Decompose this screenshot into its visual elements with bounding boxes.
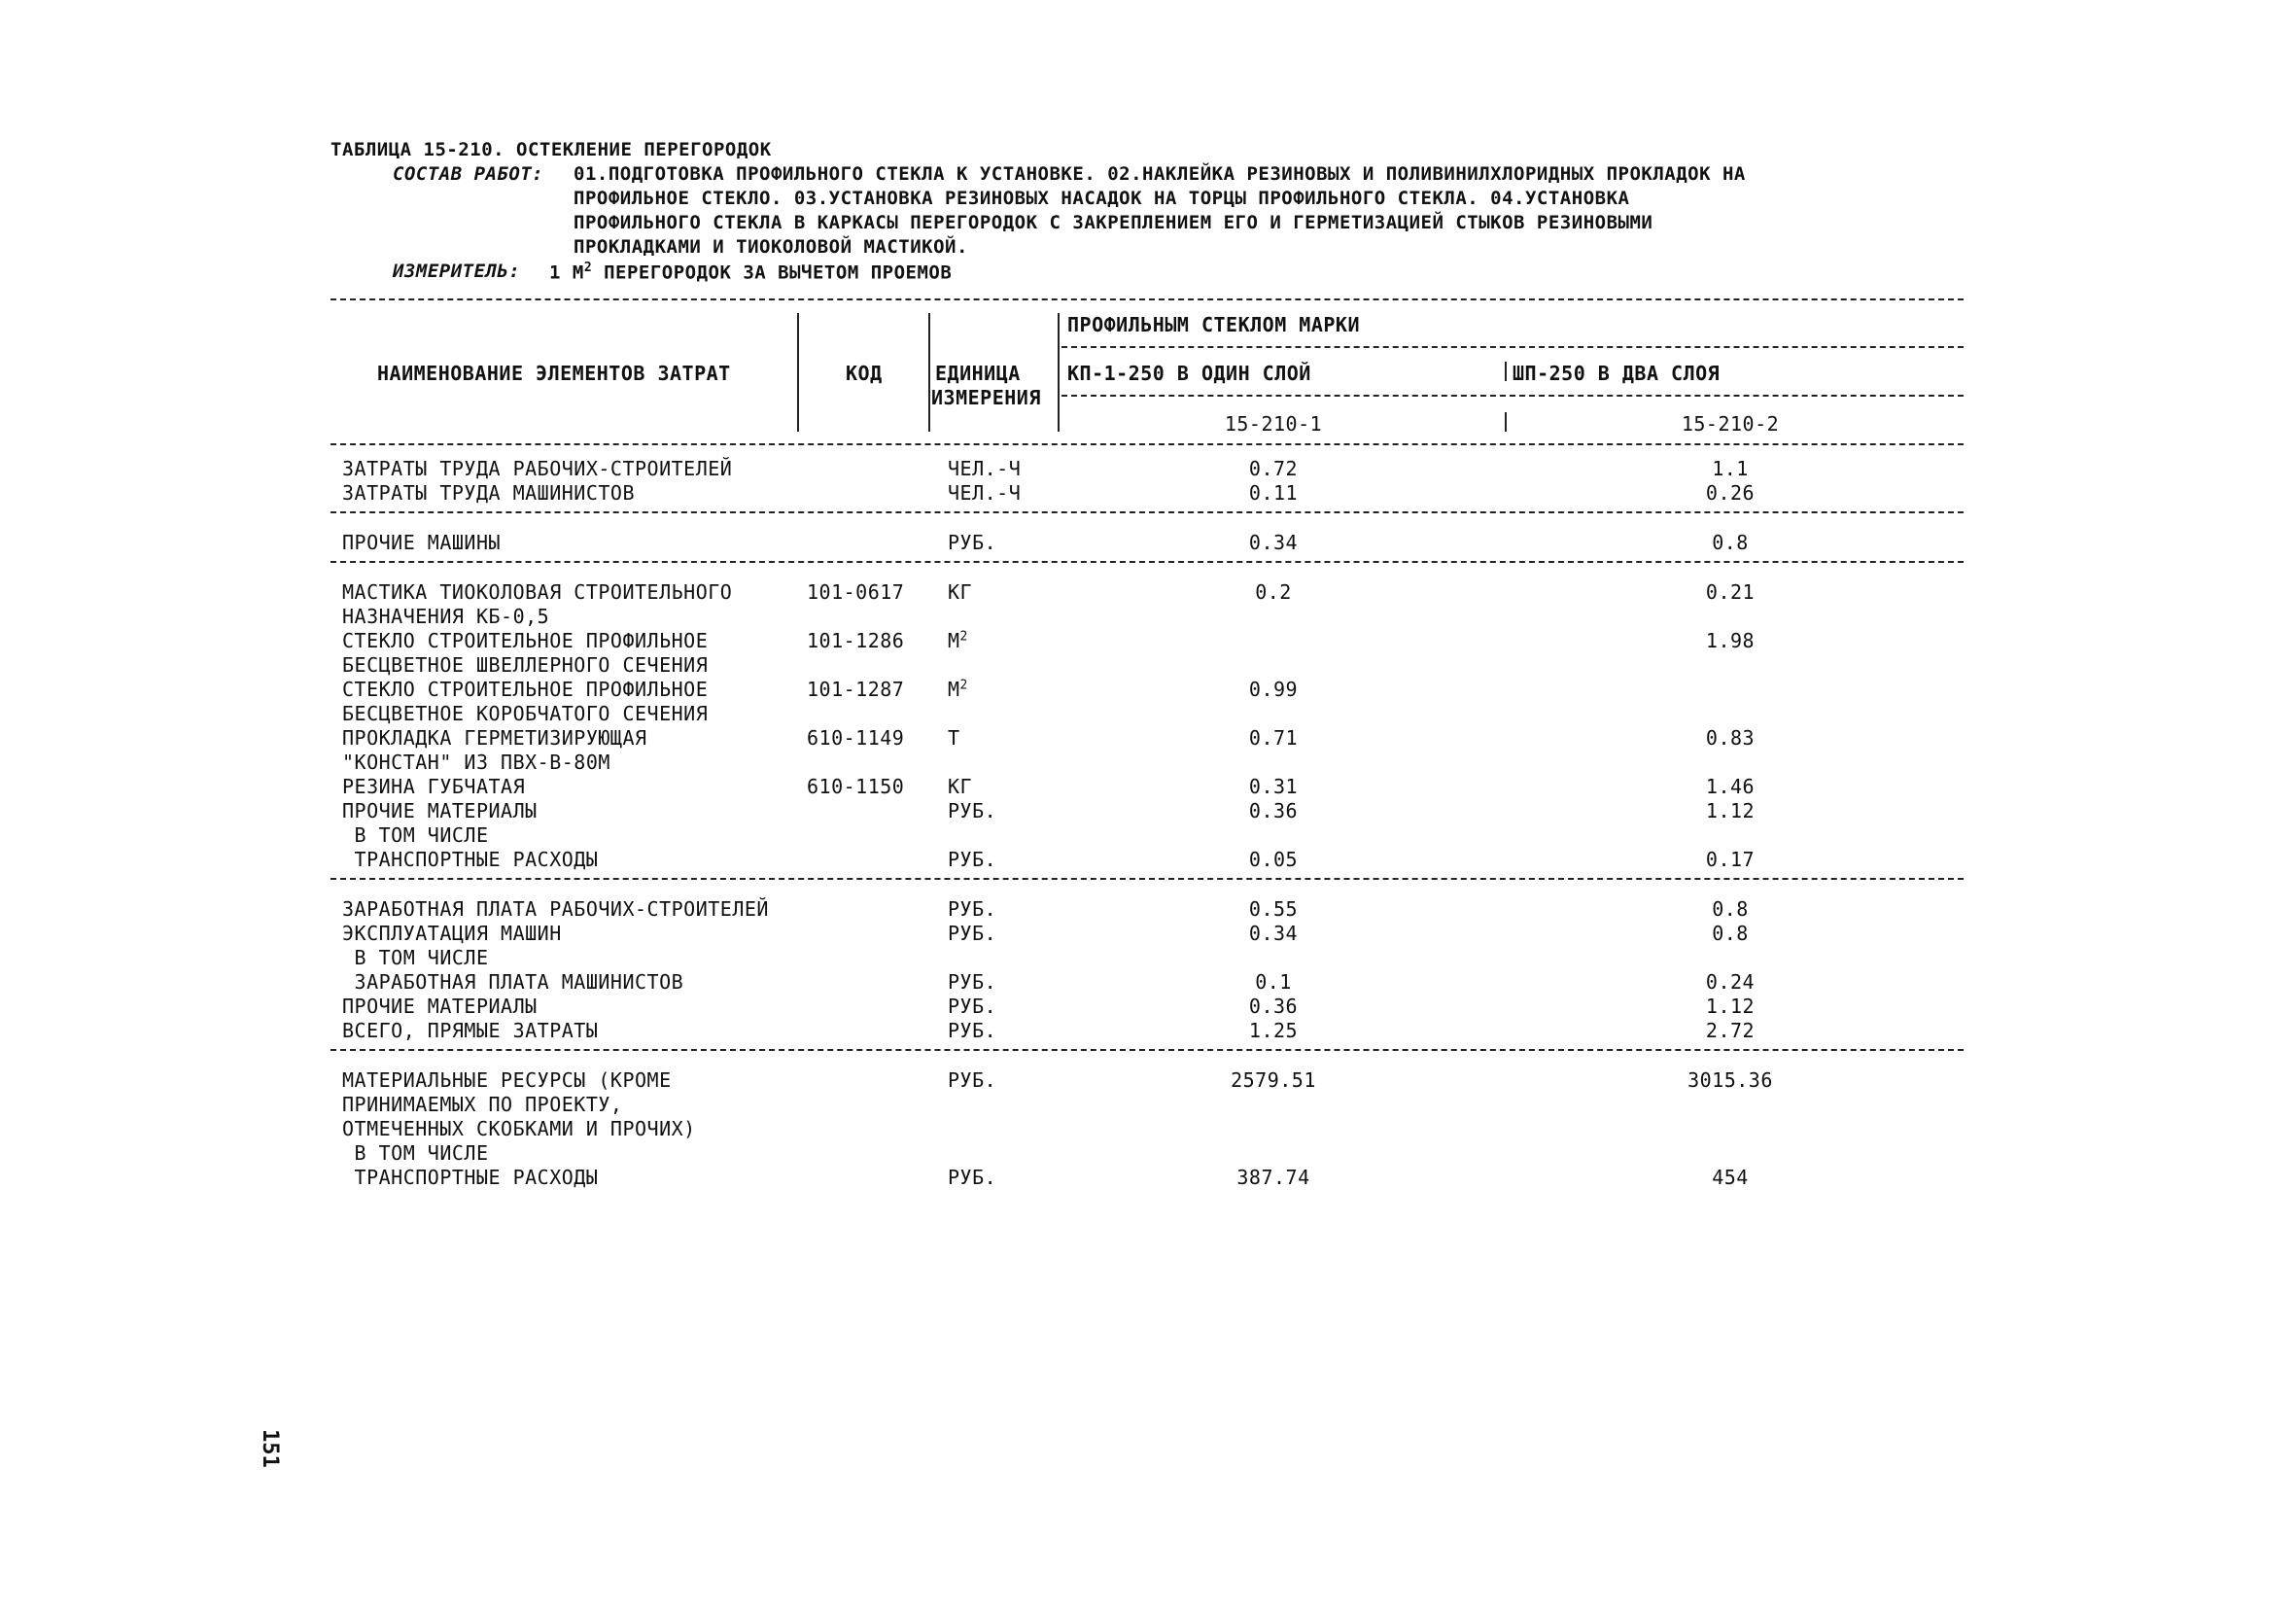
row-name: В ТОМ ЧИСЛЕ (342, 946, 489, 969)
section-rule (330, 1049, 1964, 1051)
row-unit (948, 629, 968, 652)
row-unit: РУБ. (948, 995, 997, 1018)
row-unit: РУБ. (948, 799, 997, 822)
row-name: ПРОКЛАДКА ГЕРМЕТИЗИРУЮЩАЯ (342, 726, 647, 750)
row-value-1: 1.25 (1248, 1019, 1299, 1042)
row-code: 101-1286 (807, 629, 905, 652)
row-unit: РУБ. (948, 970, 997, 994)
row-value-1: 0.05 (1248, 848, 1299, 871)
row-value-1: 0.36 (1248, 799, 1299, 822)
composition-line-3: ПРОФИЛЬНОГО СТЕКЛА В КАРКАСЫ ПЕРЕГОРОДОК С ЗАКРЕПЛЕНИЕМ ЕГО И ГЕРМЕТИЗАЦИЕЙ СТЫКОВ РЕЗИНОВЫМИ (574, 212, 1653, 233)
row-value-2: 1.12 (1705, 799, 1756, 822)
row-unit: КГ (948, 775, 973, 798)
table-top-rule (330, 298, 1964, 300)
row-value-2: 0.24 (1705, 970, 1756, 994)
row-value-2: 1.46 (1705, 775, 1756, 798)
row-value-1: 0.34 (1248, 531, 1299, 554)
row-value-1: 0.99 (1248, 678, 1299, 701)
row-unit: Т (948, 726, 960, 750)
section-rule (330, 561, 1964, 563)
row-unit: РУБ. (948, 1068, 997, 1092)
row-name: ПРОЧИЕ МАТЕРИАЛЫ (342, 799, 538, 822)
row-value-2: 0.17 (1705, 848, 1756, 871)
header-group: ПРОФИЛЬНЫМ СТЕКЛОМ МАРКИ (1067, 313, 1360, 336)
row-value-1: 0.34 (1248, 922, 1299, 945)
header-bottom-rule (330, 443, 1964, 445)
row-unit (948, 678, 968, 701)
row-name: МАТЕРИАЛЬНЫЕ РЕСУРСЫ (КРОМЕ (342, 1068, 672, 1092)
row-value-2: 0.8 (1712, 922, 1749, 945)
table-title: ТАБЛИЦА 15-210. ОСТЕКЛЕНИЕ ПЕРЕГОРОДОК (330, 139, 772, 160)
row-name: ПРОЧИЕ МАТЕРИАЛЫ (342, 995, 538, 1018)
row-value-2: 0.8 (1712, 531, 1749, 554)
row-name: ЭКСПЛУАТАЦИЯ МАШИН (342, 922, 562, 945)
row-name: "КОНСТАН" ИЗ ПВХ-В-80М (342, 751, 610, 774)
row-unit: РУБ. (948, 1019, 997, 1042)
row-unit: КГ (948, 580, 973, 604)
row-name: БЕСЦВЕТНОЕ ШВЕЛЛЕРНОГО СЕЧЕНИЯ (342, 653, 709, 677)
row-name: МАСТИКА ТИОКОЛОВАЯ СТРОИТЕЛЬНОГО (342, 580, 733, 604)
row-name: В ТОМ ЧИСЛЕ (342, 1141, 489, 1165)
header-group-rule (1061, 346, 1964, 348)
row-value-2: 1.12 (1705, 995, 1756, 1018)
composition-line-2: ПРОФИЛЬНОЕ СТЕКЛО. 03.УСТАНОВКА РЕЗИНОВЫХ НАСАДОК НА ТОРЦЫ ПРОФИЛЬНОГО СТЕКЛА. 04.УСТАНОВКА (574, 188, 1630, 209)
row-name: ТРАНСПОРТНЫЕ РАСХОДЫ (342, 848, 599, 871)
header-unit-col-2: ИЗМЕРЕНИЯ (931, 386, 1041, 409)
composition-line-1: 01.ПОДГОТОВКА ПРОФИЛЬНОГО СТЕКЛА К УСТАНОВКЕ. 02.НАКЛЕЙКА РЕЗИНОВЫХ И ПОЛИВИНИЛХЛОРИДНЫХ ПРОКЛАДОК НА (574, 163, 1746, 185)
col-divider-sub-2 (1505, 412, 1507, 432)
row-unit: ЧЕЛ.-Ч (948, 457, 1022, 480)
section-rule (330, 878, 1964, 880)
header-unit-col-1: ЕДИНИЦА (935, 362, 1021, 385)
page-number: 151 (258, 1429, 282, 1468)
col-divider-sub-1 (1505, 362, 1507, 381)
row-code: 101-1287 (807, 678, 905, 701)
row-value-1: 387.74 (1236, 1166, 1310, 1189)
row-value-2: 1.98 (1705, 629, 1756, 652)
row-value-1: 0.2 (1255, 580, 1292, 604)
row-name: СТЕКЛО СТРОИТЕЛЬНОЕ ПРОФИЛЬНОЕ (342, 629, 709, 652)
row-value-2: 3015.36 (1687, 1068, 1773, 1092)
row-name: БЕСЦВЕТНОЕ КОРОБЧАТОГО СЕЧЕНИЯ (342, 702, 709, 725)
row-value-2: 0.8 (1712, 897, 1749, 921)
row-unit-sup: 2 (959, 678, 968, 693)
row-value-2: 0.21 (1705, 580, 1756, 604)
row-unit: РУБ. (948, 1166, 997, 1189)
row-unit-base: М (948, 678, 960, 701)
row-value-1: 0.11 (1248, 481, 1299, 505)
row-value-2: 0.83 (1705, 726, 1756, 750)
header-code-col: КОД (846, 362, 883, 385)
row-name: ТРАНСПОРТНЫЕ РАСХОДЫ (342, 1166, 599, 1189)
header-sub-1: КП-1-250 В ОДИН СЛОЙ (1067, 362, 1311, 385)
row-value-2: 1.1 (1712, 457, 1749, 480)
col-divider-unit (1058, 313, 1060, 432)
row-name: ЗАРАБОТНАЯ ПЛАТА МАШИНИСТОВ (342, 970, 684, 994)
header-code-1: 15-210-1 (1224, 412, 1323, 436)
row-name: РЕЗИНА ГУБЧАТАЯ (342, 775, 526, 798)
row-name: ПРОЧИЕ МАШИНЫ (342, 531, 502, 554)
row-value-2: 2.72 (1705, 1019, 1756, 1042)
row-name: В ТОМ ЧИСЛЕ (342, 823, 489, 847)
row-name: ЗАРАБОТНАЯ ПЛАТА РАБОЧИХ-СТРОИТЕЛЕЙ (342, 897, 769, 921)
header-code-2: 15-210-2 (1681, 412, 1780, 436)
header-sub-2: ШП-250 В ДВА СЛОЯ (1513, 362, 1721, 385)
measure-value: 1 М (549, 262, 584, 284)
row-value-1: 0.55 (1248, 897, 1299, 921)
row-value-1: 0.1 (1255, 970, 1292, 994)
row-unit: ЧЕЛ.-Ч (948, 481, 1022, 505)
header-name-col: НАИМЕНОВАНИЕ ЭЛЕМЕНТОВ ЗАТРАТ (377, 362, 731, 385)
composition-label: СОСТАВ РАБОТ: (393, 163, 544, 185)
row-name: ЗАТРАТЫ ТРУДА МАШИНИСТОВ (342, 481, 635, 505)
row-name: ПРИНИМАЕМЫХ ПО ПРОЕКТУ, (342, 1093, 623, 1116)
row-value-1: 0.72 (1248, 457, 1299, 480)
row-name: ЗАТРАТЫ ТРУДА РАБОЧИХ-СТРОИТЕЛЕЙ (342, 457, 733, 480)
section-rule (330, 511, 1964, 513)
row-value-1: 0.36 (1248, 995, 1299, 1018)
col-divider-code (928, 313, 930, 432)
row-code: 610-1149 (807, 726, 905, 750)
row-name: СТЕКЛО СТРОИТЕЛЬНОЕ ПРОФИЛЬНОЕ (342, 678, 709, 701)
measure-rest: ПЕРЕГОРОДОК ЗА ВЫЧЕТОМ ПРОЕМОВ (592, 262, 953, 284)
row-name: НАЗНАЧЕНИЯ КБ-0,5 (342, 605, 550, 628)
composition-line-4: ПРОКЛАДКАМИ И ТИОКОЛОВОЙ МАСТИКОЙ. (574, 236, 968, 258)
row-name: ОТМЕЧЕННЫХ СКОБКАМИ И ПРОЧИХ) (342, 1117, 696, 1140)
row-value-2: 454 (1712, 1166, 1749, 1189)
row-value-1: 2579.51 (1231, 1068, 1316, 1092)
row-unit: РУБ. (948, 922, 997, 945)
row-unit-base: М (948, 629, 960, 652)
row-value-1: 0.31 (1248, 775, 1299, 798)
header-sub-rule (1061, 395, 1964, 397)
row-unit-sup: 2 (959, 629, 968, 645)
measure-label: ИЗМЕРИТЕЛЬ: (393, 261, 521, 282)
col-divider-name (797, 313, 799, 432)
row-unit: РУБ. (948, 531, 997, 554)
measure-text (549, 261, 952, 283)
measure-sup: 2 (583, 261, 593, 275)
row-code: 610-1150 (807, 775, 905, 798)
row-unit: РУБ. (948, 848, 997, 871)
row-code: 101-0617 (807, 580, 905, 604)
row-value-2: 0.26 (1705, 481, 1756, 505)
row-name: ВСЕГО, ПРЯМЫЕ ЗАТРАТЫ (342, 1019, 599, 1042)
row-value-1: 0.71 (1248, 726, 1299, 750)
row-unit: РУБ. (948, 897, 997, 921)
